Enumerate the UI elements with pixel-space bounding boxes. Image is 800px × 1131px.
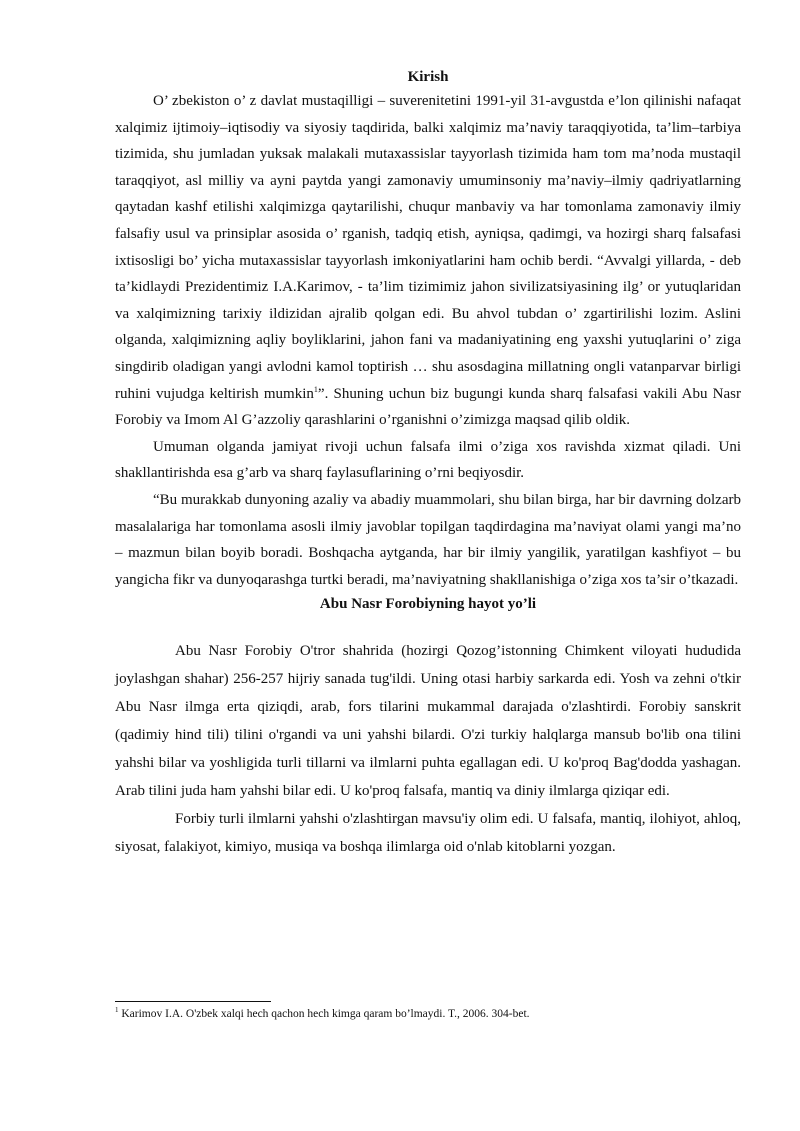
section-heading: Abu Nasr Forobiyning hayot yo’li — [319, 596, 537, 613]
page-body — [115, 66, 741, 861]
intro-paragraph-1 — [115, 88, 741, 434]
section-paragraph-1: Abu Nasr Forobiy O'tror shahrida (hozirgi Qozog’istonning Chimkent viloyati hududida joylashgan shahar) 256-257 hijriy sanada tug'ildi. Uning otasi harbiy sarkarda edi. Yosh va zehni o'tkir Abu Nasr ilmga erta qiziqdi, arab, fors tilarini mukammal darajada o'zlashtirdi. Forobiy sanskrit (qadimiy hind tili) tilini o'rgandi va uni yahshi bilardi. O'zi turkiy halqlarga mansub bo'lib ona tilini yahshi bilar va yoshligida turli tillarni va ilmlarni puhta egallagan edi. U ko'proq Bag'dodda yashagan. Arab tilini juda ham yahshi bilar edi. U ko'proq falsafa, mantiq va diniy ilmlarga qiziqar edi. — [115, 643, 741, 800]
page-title: Kirish — [407, 69, 449, 85]
intro-paragraph-2: Umuman olganda jamiyat rivoji uchun falsafa ilmi o’ziga xos ravishda xizmat qiladi. Uni shakllantirishda esa g’arb va sharq faylasuflarining o’rni beqiyosdir. — [115, 438, 741, 482]
section-paragraph-2: Forbiy turli ilmlarni yahshi o'zlashtirgan mavsu'iy olim edi. U falsafa, mantiq, ilohiyot, ahloq, siyosat, falakiyot, kimiyo, musiqa va boshqa ilimlarga oid o'nlab kitoblarni yozgan. — [115, 811, 741, 856]
blank-line — [115, 615, 741, 637]
intro-paragraph-3: “Bu murakkab dunyoning azaliy va abadiy muammolari, shu bilan birga, har bir davrning dolzarb masalalariga har tomonlama asosli ilmiy javoblar topilgan taqdirdagina ma’naviyat olami yangi ma’no – mazmun bilan boyib boradi. Boshqacha aytganda, har bir ilmiy yangilik, yaratilgan kashfiyot – bu yangicha fikr va dunyoqarashga turtki beradi, ma’naviyatning shakllanishiga o’ziga xos ta’sir o’tkazadi. — [115, 491, 741, 588]
footnote — [115, 1006, 741, 1022]
intro-paragraph-1-text: O’ zbekiston o’ z davlat mustaqilligi – suverenitetini 1991-yil 31-avgustda e’lon qilinishi nafaqat xalqimiz ijtimoiy–iqtisodiy va siyosiy taqdirida, balki xalqimiz ma’naviy taraqqiyotida, ta’lim–tarbiya tizimida, shu jumladan yuksak malakali mutaxassislar tayyorlash tizimida ham tom ma’noda mustaqil taraqqiyot, asl milliy va ayni paytda yangi zamonaviy umuminsoniy ma’naviy–ilmiy qadriyatlarning qaytadan kashf etilishi xalqimizga qaytarilishi, chuqur manbaviy va har tomonlama zamonaviy ilmiy falsafiy usul va prinsiplar asosida o’ rganish, tadqiq etish, ayniqsa, qadimgi, va hozirgi sharq falsafasi ixtisosligi bo’ yicha mutaxassislar tayyorlash imkoniyatlarini ham ochib berdi. “Avvalgi yillarda, - deb ta’kidlaydi Prezidentimiz I.A.Karimov, - ta’lim tizimimiz jahon sivilizatsiyasining ilg’ or yutuqlaridan va xalqimizning tarixiy ildizidan ajralib qolgan edi. Bu ahvol tubdan o’ zgartirilishi lozim. Aslini olganda, xalqimizning aqliy boyliklarini, jahon fani va madaniyatining eng yaxshi yutuqlarini o’ ziga singdirib oladigan yangi avlodni kamol toptirish … shu asosdagina millatning ongli vatanparvar birligi ruhini vujudga keltirish mumkin — [115, 93, 741, 402]
footnote-separator — [115, 1001, 271, 1002]
intro-paragraph-1-text-end: ”. Shuning uchun biz bugungi kunda sharq falsafasi vakili Abu Nasr Forobiy va Imom Al G’azzoliy qarashlarini o’rganishni o’zimizga maqsad qilib oldik. — [115, 385, 741, 429]
footnote-text: Karimov I.A. O'zbek xalqi hech qachon hech kimga qaram bo’lmaydi. T., 2006. 304-bet. — [118, 1008, 530, 1020]
footnote-number: 1 — [115, 1006, 119, 1015]
footnote-reference[interactable]: 1 — [313, 384, 318, 394]
